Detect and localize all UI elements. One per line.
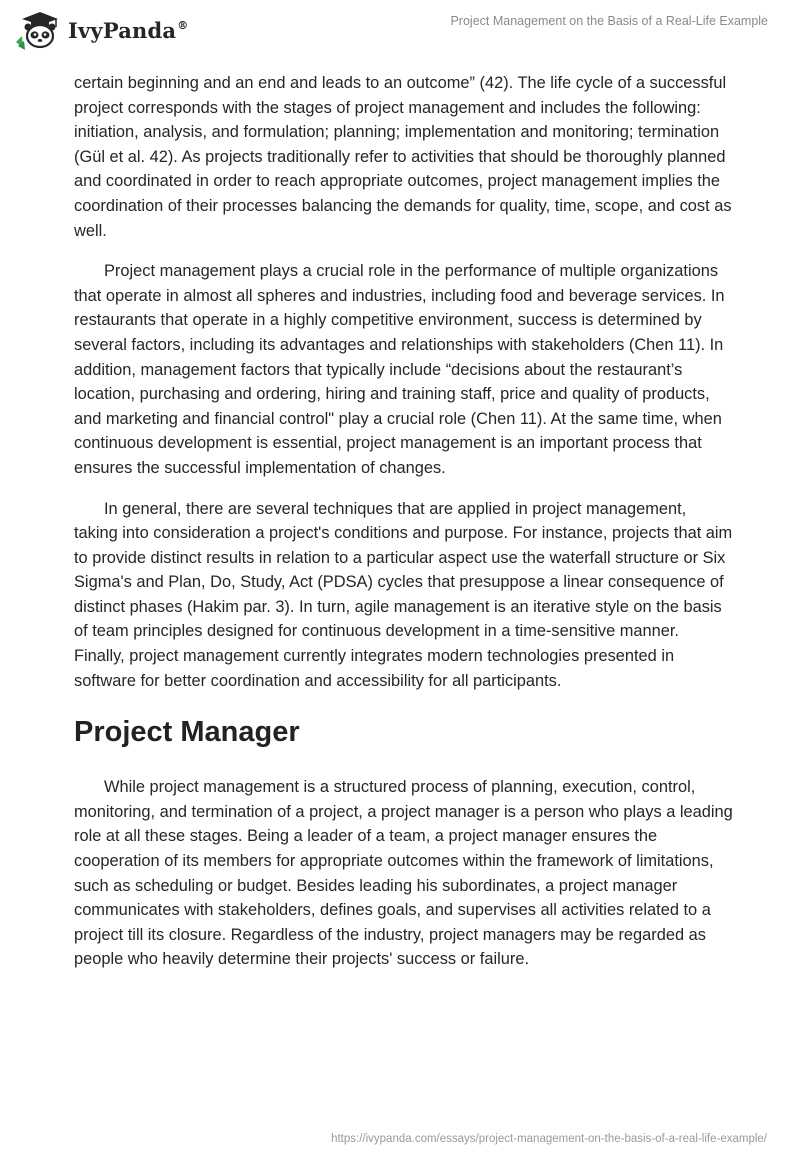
paragraph: certain beginning and an end and leads to an outcome” (42). The life cycle of a successful project corresponds with the stages of project management and includes the following: initiation, analysis, and formulation; planning; implementation and monitoring; termination (Gül et al. 42). As projects traditionally refer to activities that should be thoroughly planned and coordinated in order to reach appropriate outcomes, project management implies the coordination of their processes balancing the demands for quality, time, scope, and cost as well. bbox=[74, 74, 732, 240]
section-heading: Project Manager bbox=[74, 716, 300, 749]
source-url[interactable]: https://ivypanda.com/essays/project-management-on-the-basis-of-a-real-life-example/ bbox=[331, 1133, 767, 1145]
site-logo[interactable] bbox=[14, 10, 188, 50]
panda-graduate-icon bbox=[14, 10, 62, 50]
document-title: Project Management on the Basis of a Real-Life Example bbox=[450, 14, 768, 28]
paragraph: In general, there are several techniques that are applied in project management, taking into consideration a project's conditions and purpose. For instance, projects that aim to provide distinct results in relation to a particular aspect use the waterfall structure or Six Sigma's and Plan, Do, Study, Act (PDSA) cycles that presuppose a linear consequence of distinct phases (Hakim par. 3). In turn, agile management is an iterative style on the basis of team principles designed for continuous development in a time-sensitive manner. Finally, project management currently integrates modern technologies presented in software for better coordination and accessibility for all participants. bbox=[74, 499, 733, 690]
paragraph: Project management plays a crucial role in the performance of multiple organizations that operate in almost all spheres and industries, including food and beverage services. In restaurants that operate in a highly competitive environment, success is determined by several factors, including its advantages and relationships with stakeholders (Chen 11). In addition, management factors that typically include “decisions about the restaurant’s location, purchasing and ordering, hiring and training staff, price and quality of products, and marketing and financial control" play a crucial role (Chen 11). At the same time, when continuous development is essential, project management is an important process that ensures the successful implementation of changes. bbox=[74, 262, 725, 477]
brand-name: IvyPanda® bbox=[68, 17, 189, 43]
page-header bbox=[0, 0, 800, 60]
paragraph: While project management is a structured process of planning, execution, control, monitoring, and termination of a project, a project manager is a person who plays a leading role at all these stages. Being a leader of a team, a project manager ensures the cooperation of its members for appropriate outcomes within the framework of limitations, such as scheduling or budget. Besides leading his subordinates, a project manager communicates with stakeholders, defines goals, and supervises all activities related to a project till its closure. Regardless of the industry, project managers may be regarded as people who heavily determine their projects' success or failure. bbox=[74, 778, 733, 969]
essay-body bbox=[74, 71, 734, 988]
